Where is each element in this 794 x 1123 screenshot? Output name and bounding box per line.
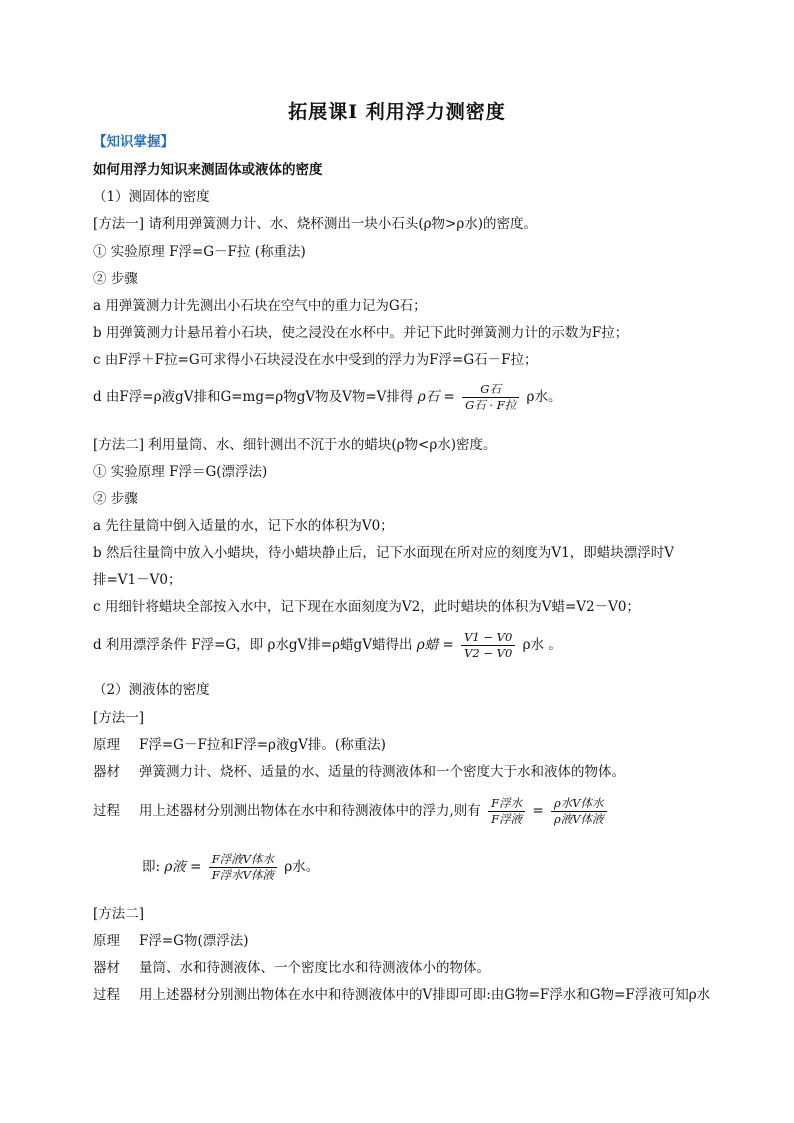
formula-fraction: [209, 852, 277, 883]
fraction-numerator: F浮液V体水: [209, 852, 277, 868]
liquid-m1-equipment: [93, 763, 625, 781]
method-two-step-b: b 然后往量筒中放入小蜡块，待小蜡块静止后，记下水面现在所对应的刻度为V1，即蜡块漂浮时V: [93, 545, 675, 561]
principle-text: F浮=G物(漂浮法): [139, 933, 249, 949]
label-equipment: 器材: [93, 764, 120, 780]
method-one-step-c: c 由F浮＋F拉=G可求得小石块浸没在水中受到的浮力为F浮=G石－F拉；: [93, 352, 538, 368]
liquid-method-one: [方法一]: [93, 710, 145, 726]
formula-lhs: ρ液 =: [164, 859, 202, 875]
fraction-numerator: ρ水V体水: [551, 796, 607, 812]
formula-tail: ρ水。: [526, 389, 562, 405]
fraction-denominator: V2 − V0: [464, 646, 513, 660]
method-one-principle: ① 实验原理 F浮=G－F拉 (称重法): [93, 244, 306, 260]
fraction-denominator: G石 · F拉: [465, 398, 517, 412]
liquid-m2-equipment: [93, 959, 490, 977]
method-one-intro: [方法一] 请利用弹簧测力计、水、烧杯测出一块小石头(ρ物>ρ水)的密度。: [93, 216, 538, 232]
method-two-step-d: [93, 630, 562, 661]
fraction-numerator: V1 − V0: [461, 630, 515, 646]
process-text: 用上述器材分别测出物体在水中和待测液体中的浮力,则有: [139, 803, 481, 819]
formula-tail: ρ水。: [284, 859, 320, 875]
method-two-step-a: a 先往量筒中倒入适量的水，记下水的体积为V0；: [93, 518, 394, 534]
formula-lhs: ρ蜡 =: [416, 637, 454, 653]
formula-fraction: [462, 382, 519, 413]
label-principle: 原理: [93, 933, 120, 949]
process-text: 用上述器材分别测出物体在水中和待测液体中的V排即可即:由G物=F浮水和G物=F浮液可知ρ水: [139, 987, 711, 1003]
method-two-step-b-cont: 排=V1－V0；: [93, 572, 182, 588]
liquid-m1-result: [142, 852, 319, 883]
equals-sign: =: [532, 803, 544, 819]
result-prefix: 即:: [142, 859, 161, 875]
method-two-intro: [方法二] 利用量筒、水、细针测出不沉于水的蜡块(ρ物<ρ水)密度。: [93, 437, 497, 453]
ratio-fraction-right: [551, 796, 607, 827]
step-d-text: d 由F浮=ρ液gV排和G=mg=ρ物gV物及V物=V排得: [93, 389, 414, 405]
step-d-text: d 利用漂浮条件 F浮=G，即 ρ水gV排=ρ蜡gV蜡得出: [93, 637, 413, 653]
equipment-text: 弹簧测力计、烧杯、适量的水、适量的待测液体和一个密度大于水和液体的物体。: [139, 764, 625, 780]
section-tag: 【知识掌握】: [93, 134, 174, 150]
label-process: 过程: [93, 987, 120, 1003]
fraction-numerator: G石: [462, 382, 519, 398]
method-two-principle: ① 实验原理 F浮＝G(漂浮法): [93, 464, 268, 480]
fraction-numerator: F浮水: [488, 796, 525, 812]
method-one-steps: ② 步骤: [93, 271, 138, 287]
method-one-step-a: a 用弹簧测力计先测出小石块在空气中的重力记为G石；: [93, 298, 427, 314]
liquid-m2-process: [93, 986, 710, 1004]
ratio-fraction-left: [488, 796, 525, 827]
page-title: 拓展课Ⅰ 利用浮力测密度: [288, 101, 506, 123]
fraction-denominator: F浮水V体液: [211, 868, 274, 882]
label-principle: 原理: [93, 737, 120, 753]
main-heading: 如何用浮力知识来测固体或液体的密度: [93, 162, 323, 178]
subsection-solid: （1）测固体的密度: [93, 189, 210, 205]
subsection-liquid: （2）测液体的密度: [93, 682, 210, 698]
method-two-steps: ② 步骤: [93, 491, 138, 507]
liquid-m1-principle: [93, 736, 386, 754]
liquid-m2-principle: [93, 932, 249, 950]
label-process: 过程: [93, 803, 120, 819]
formula-lhs: ρ石 =: [417, 389, 455, 405]
method-one-step-d: [93, 382, 561, 413]
fraction-denominator: ρ液V体液: [553, 812, 604, 826]
method-two-step-c: c 用细针将蜡块全部按入水中，记下现在水面刻度为V2，此时蜡块的体积为V蜡=V2－V0；: [93, 599, 640, 615]
formula-tail: ρ水 。: [522, 637, 562, 653]
liquid-m1-process: [93, 796, 610, 827]
label-equipment: 器材: [93, 960, 120, 976]
liquid-method-two: [方法二]: [93, 906, 145, 922]
method-one-step-b: b 用弹簧测力计悬吊着小石块，使之浸没在水杯中。并记下此时弹簧测力计的示数为F拉；: [93, 325, 629, 341]
fraction-denominator: F浮液: [491, 812, 523, 826]
principle-text: F浮=G－F拉和F浮=ρ液gV排。(称重法): [139, 737, 386, 753]
formula-fraction: [461, 630, 515, 661]
equipment-text: 量筒、水和待测液体、一个密度比水和待测液体小的物体。: [139, 960, 490, 976]
